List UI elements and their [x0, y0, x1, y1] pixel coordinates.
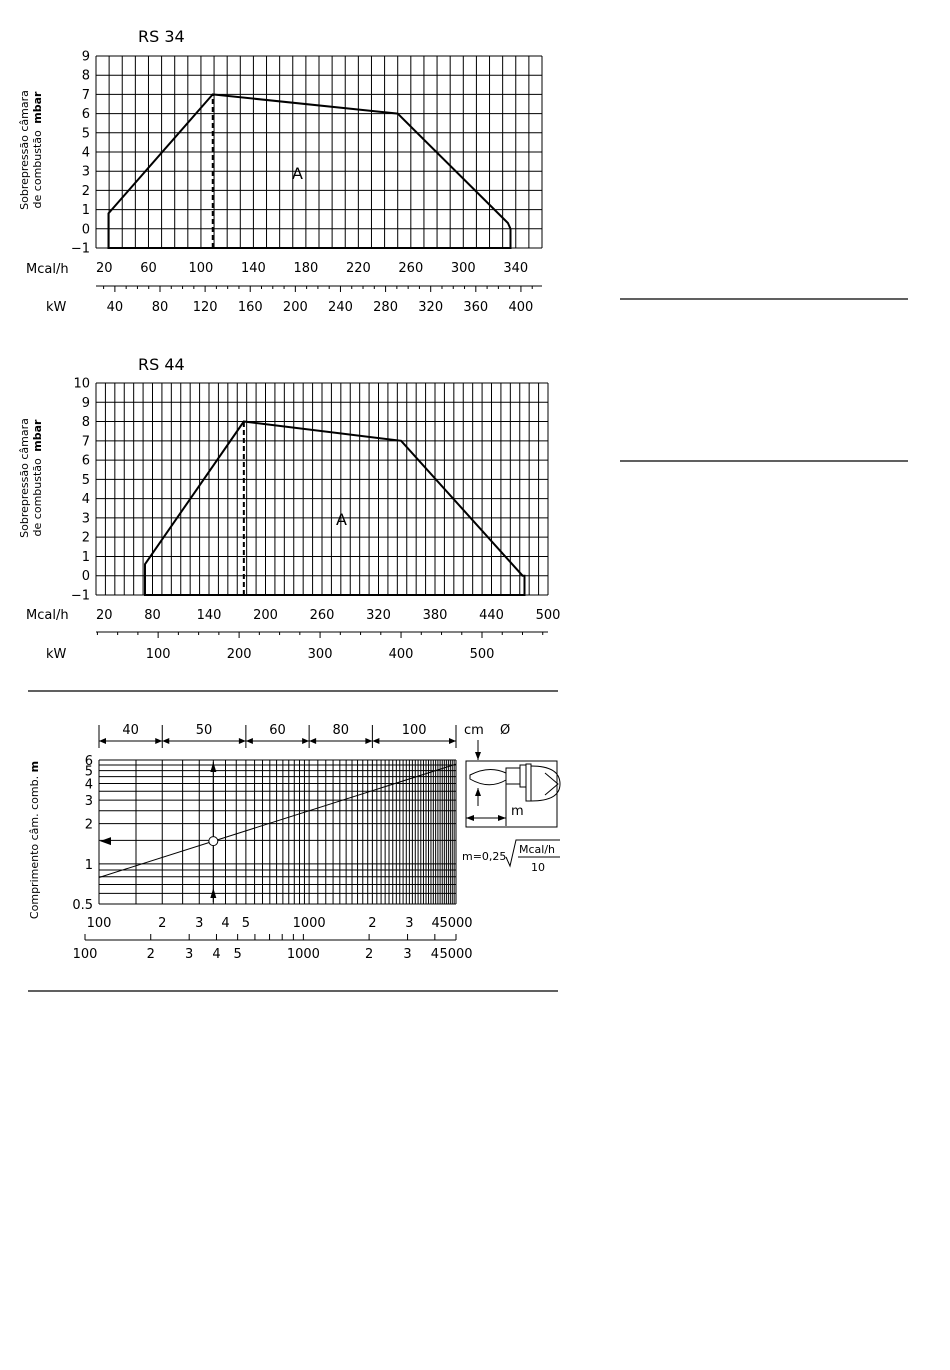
band-label: 60 — [269, 723, 286, 738]
y-tick-label: 7 — [81, 87, 90, 103]
chart-rs44-ylabel-unit: mbar — [31, 419, 44, 452]
x-tick-label: 20 — [96, 608, 113, 623]
y-tick-label: 4 — [81, 145, 90, 161]
kw-tick-label: 400 — [388, 647, 414, 662]
kw-tick-label: 500 — [469, 647, 495, 662]
y-tick-label: 0 — [81, 569, 90, 585]
y-tick-label: 7 — [81, 434, 90, 450]
chart-rs44 — [18, 355, 560, 662]
x-tick-label: 2 — [158, 916, 167, 931]
band-arrow — [239, 738, 246, 744]
chart-rs34-kw-label: kW — [46, 300, 67, 315]
chart-length-series-line — [99, 764, 456, 877]
kw-tick-label: 100 — [145, 647, 171, 662]
x-tick-label: 5000 — [439, 916, 473, 931]
x-tick-label: 100 — [86, 916, 112, 931]
y-tick-label: 3 — [81, 164, 90, 180]
kw-tick-label: 200 — [282, 300, 308, 315]
x-tick-label: 20 — [96, 261, 113, 276]
kw-tick-label: 400 — [508, 300, 534, 315]
band-arrow — [365, 738, 372, 744]
burner-sketch — [466, 740, 560, 827]
x-tick-label: 380 — [422, 608, 448, 623]
x-tick-label: 340 — [503, 261, 529, 276]
x-tick-label: 100 — [188, 261, 214, 276]
x-tick-label: 180 — [293, 261, 319, 276]
kw-tick-label: 240 — [328, 300, 353, 315]
y-tick-label: 8 — [81, 415, 90, 431]
svg-text:Comprimento câm. comb. m — [28, 761, 41, 919]
band-arrow — [155, 738, 162, 744]
band-arrow — [372, 738, 379, 744]
band-label: 50 — [195, 723, 213, 738]
y-tick-label: 1 — [81, 203, 90, 219]
x-tick-label: 4 — [221, 916, 230, 931]
chart-length-x2-ticks — [73, 947, 473, 962]
x2-tick-label: 5 — [233, 947, 242, 962]
y-tick-label: 4 — [81, 492, 90, 508]
diameter-symbol: Ø — [500, 723, 511, 738]
band-arrow — [246, 738, 253, 744]
chart-rs44-area-label: A — [336, 510, 347, 529]
y-tick-label: 2 — [84, 817, 93, 833]
y-tick-label: 2 — [81, 183, 90, 199]
chart-rs44-title: RS 44 — [138, 355, 185, 374]
x-tick-label: 220 — [345, 261, 371, 276]
band-arrow — [309, 738, 316, 744]
diameter-bands — [99, 723, 456, 748]
formula-text: m=0,25 — [462, 850, 507, 863]
x-tick-label: 320 — [366, 608, 391, 623]
y-tick-label: −1 — [70, 241, 90, 257]
chart-rs44-ylabel — [18, 418, 44, 538]
y-tick-label: −1 — [70, 588, 90, 604]
chart-rs34 — [18, 27, 542, 315]
x-tick-label: 3 — [405, 916, 414, 931]
y-tick-label: 5 — [84, 764, 93, 780]
x-tick-label: 5 — [241, 916, 251, 931]
chart-rs34-title: RS 34 — [138, 27, 185, 46]
chart-rs34-area-label: A — [292, 164, 303, 183]
kw-tick-label: 160 — [237, 300, 263, 315]
svg-text:de combustão mbar — [31, 91, 44, 208]
chart-rs44-kw-minor — [97, 632, 542, 638]
x-tick-label: 440 — [479, 608, 504, 623]
x2-tick-label: 100 — [72, 947, 98, 962]
x-tick-label: 80 — [144, 608, 161, 623]
chart-rs34-ylabel — [18, 90, 44, 210]
band-label: 80 — [332, 723, 350, 738]
y-tick-label: 6 — [84, 754, 93, 769]
y-tick-label: 0.5 — [72, 898, 93, 913]
chart-rs44-envelope — [145, 422, 525, 596]
y-tick-label: 5 — [81, 126, 90, 142]
band-arrow — [302, 738, 309, 744]
band-arrow — [99, 738, 106, 744]
x-tick-label: 60 — [140, 261, 157, 276]
kw-tick-label: 360 — [463, 300, 489, 315]
x-tick-label: 4 — [431, 916, 440, 931]
x-tick-label: 140 — [196, 608, 222, 623]
y-tick-label: 9 — [81, 395, 90, 411]
kw-tick-label: 200 — [226, 647, 252, 662]
diameter-unit: cm — [464, 723, 484, 738]
x2-tick-label: 1000 — [286, 947, 320, 962]
x2-tick-label: 5000 — [439, 947, 473, 962]
chart-rs34-ylabel-line1: Sobrepressão câmara — [18, 90, 31, 210]
y-tick-label: 4 — [84, 777, 93, 793]
formula — [462, 840, 560, 874]
formula-denominator: 10 — [531, 861, 545, 874]
x-tick-label: 260 — [398, 261, 424, 276]
kw-tick-label: 120 — [192, 300, 218, 315]
chart-rs34-x-ticks — [96, 261, 528, 276]
band-arrow — [162, 738, 169, 744]
y-tick-label: 10 — [73, 376, 90, 392]
chart-rs44-ylabel-line1: Sobrepressão câmara — [18, 418, 31, 538]
x2-tick-label: 2 — [146, 947, 155, 962]
x-tick-label: 200 — [253, 608, 278, 623]
x-tick-label: 1000 — [292, 916, 326, 931]
y-tick-label: 1 — [84, 857, 93, 873]
x2-tick-label: 3 — [403, 947, 412, 962]
sketch-label-m: m — [511, 804, 524, 819]
x-tick-label: 2 — [368, 916, 377, 931]
kw-tick-label: 80 — [151, 300, 169, 315]
y-tick-label: 0 — [81, 222, 90, 238]
y-tick-label: 5 — [81, 472, 90, 488]
formula-numerator: Mcal/h — [519, 843, 556, 856]
kw-tick-label: 280 — [373, 300, 398, 315]
x-tick-label: 500 — [535, 608, 561, 623]
kw-tick-label: 300 — [307, 647, 333, 662]
y-tick-label: 1 — [81, 549, 90, 565]
x2-tick-label: 2 — [364, 947, 374, 962]
x-tick-label: 300 — [450, 261, 476, 276]
y-tick-label: 8 — [81, 68, 90, 84]
chart-rs34-ylabel-unit: mbar — [31, 91, 44, 124]
chart-rs44-ylabel-line2: de combustão — [31, 458, 44, 537]
chart-rs34-kw-ticks — [107, 300, 534, 315]
y-tick-label: 2 — [81, 530, 90, 546]
chart-length-x-ticks — [87, 916, 473, 931]
y-tick-label: 6 — [81, 107, 90, 123]
y-tick-label: 3 — [84, 794, 93, 810]
chart-rs44-kw-label: kW — [46, 647, 67, 662]
chart-rs44-grid — [96, 383, 548, 595]
x2-tick-label: 3 — [185, 947, 194, 962]
band-arrow — [449, 738, 456, 744]
chart-length-marker — [209, 837, 218, 846]
chart-rs44-kw-ticks — [146, 647, 495, 662]
chart-rs34-ylabel-line2: de combustão — [31, 130, 44, 209]
chart-rs44-xlabel: Mcal/h — [26, 608, 69, 623]
band-label: 40 — [122, 723, 139, 738]
x-tick-label: 260 — [309, 608, 335, 623]
x2-tick-label: 4 — [430, 947, 439, 962]
kw-tick-label: 320 — [418, 300, 444, 315]
svg-text:de combustão mbar — [31, 419, 44, 536]
x2-tick-label: 4 — [212, 947, 221, 962]
chart-length-ylabel: Comprimento câm. comb. — [28, 775, 41, 920]
chart-rs34-y-ticks — [71, 50, 90, 257]
chart-rs44-x-ticks — [96, 608, 560, 623]
chart-rs34-xlabel: Mcal/h — [26, 262, 69, 277]
chart-length-ylabel-unit: m — [28, 760, 41, 773]
y-tick-label: 3 — [81, 511, 90, 527]
chart-length-y-ticks — [72, 754, 93, 913]
x-tick-label: 3 — [195, 916, 204, 931]
chart-rs34-kw-minor — [104, 286, 533, 292]
y-tick-label: 9 — [81, 49, 90, 65]
x-tick-label: 140 — [240, 261, 266, 276]
band-label: 100 — [401, 723, 427, 738]
chart-rs44-y-ticks — [71, 377, 90, 604]
chart-chamber-length — [28, 723, 560, 962]
chart-length-x2-minor — [85, 934, 456, 940]
y-tick-label: 6 — [81, 453, 90, 469]
kw-tick-label: 40 — [106, 300, 124, 315]
